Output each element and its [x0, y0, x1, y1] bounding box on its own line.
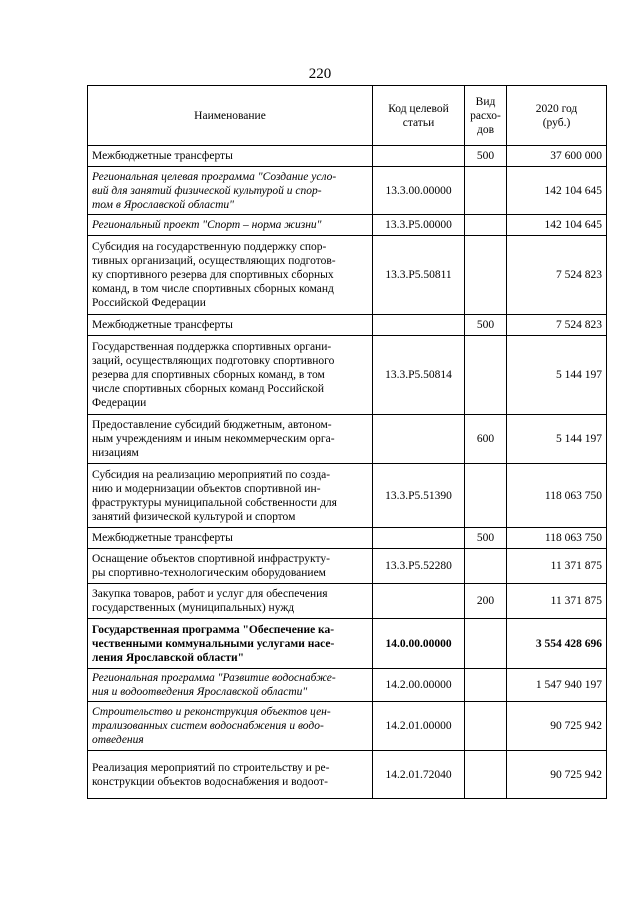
row-vr-cell — [465, 702, 507, 751]
row-code-cell: 13.3.P5.51390 — [373, 464, 465, 528]
row-vr-cell — [465, 236, 507, 315]
row-name-cell: Межбюджетные трансферты — [88, 146, 373, 167]
row-amount-cell: 5 144 197 — [507, 415, 607, 464]
table-row — [88, 215, 607, 236]
row-code-cell: 13.3.P5.52280 — [373, 549, 465, 584]
row-name-cell: Региональная программа "Развитие водоснабже- ния и водоотведения Ярославской области" — [88, 669, 373, 702]
row-code-cell: 14.2.01.00000 — [373, 702, 465, 751]
row-code-cell — [373, 528, 465, 549]
row-vr-cell — [465, 549, 507, 584]
table-row — [88, 236, 607, 315]
budget-table — [87, 85, 607, 799]
row-vr-cell — [465, 751, 507, 799]
header-code: Код целевой статьи — [373, 86, 465, 146]
row-amount-cell: 1 547 940 197 — [507, 669, 607, 702]
row-name-cell: Региональный проект "Спорт – норма жизни" — [88, 215, 373, 236]
table-header-row — [88, 86, 607, 146]
page-number: 220 — [308, 66, 332, 82]
row-amount-cell: 90 725 942 — [507, 702, 607, 751]
row-code-cell: 13.3.00.00000 — [373, 167, 465, 215]
row-code-cell — [373, 315, 465, 336]
row-vr-cell — [465, 464, 507, 528]
table-row — [88, 336, 607, 415]
row-vr-cell — [465, 669, 507, 702]
table-row — [88, 464, 607, 528]
header-name: Наименование — [88, 86, 373, 146]
row-name-cell: Оснащение объектов спортивной инфраструкту- ры спортивно-технологическим оборудованием — [88, 549, 373, 584]
row-amount-cell: 11 371 875 — [507, 584, 607, 619]
row-name-cell: Государственная поддержка спортивных органи- заций, осуществляющих подготовку спортивного резерва для спортивных сборных команд, в том числе спортивных сборных команд Российской Федерации — [88, 336, 373, 415]
row-name-cell: Субсидия на реализацию мероприятий по созда- нию и модернизации объектов спортивной ин- фраструктуры муниципальной собственности для занятий физической культурой и спортом — [88, 464, 373, 528]
row-vr-cell: 200 — [465, 584, 507, 619]
table-row — [88, 167, 607, 215]
row-amount-cell: 11 371 875 — [507, 549, 607, 584]
row-code-cell: 13.3.P5.00000 — [373, 215, 465, 236]
header-amount: 2020 год (руб.) — [507, 86, 607, 146]
row-amount-cell: 3 554 428 696 — [507, 619, 607, 669]
row-code-cell — [373, 146, 465, 167]
row-code-cell — [373, 584, 465, 619]
row-vr-cell: 500 — [465, 315, 507, 336]
table-row — [88, 549, 607, 584]
table-row — [88, 584, 607, 619]
row-name-cell: Строительство и реконструкция объектов цен- трализованных систем водоснабжения и водо- отведения — [88, 702, 373, 751]
row-name-cell: Региональная целевая программа "Создание усло- вий для занятий физической культурой и спор- том в Ярославской области" — [88, 167, 373, 215]
row-name-cell: Межбюджетные трансферты — [88, 528, 373, 549]
table-row — [88, 669, 607, 702]
row-code-cell: 14.2.00.00000 — [373, 669, 465, 702]
row-vr-cell — [465, 167, 507, 215]
row-vr-cell: 500 — [465, 528, 507, 549]
row-amount-cell: 5 144 197 — [507, 336, 607, 415]
header-vr: Вид расхо- дов — [465, 86, 507, 146]
row-amount-cell: 142 104 645 — [507, 215, 607, 236]
row-amount-cell: 90 725 942 — [507, 751, 607, 799]
table-row — [88, 315, 607, 336]
table-row — [88, 146, 607, 167]
row-vr-cell — [465, 336, 507, 415]
row-code-cell — [373, 415, 465, 464]
row-name-cell: Субсидия на государственную поддержку спор- тивных организаций, осуществляющих подготов- ку спортивного резерва для спортивных сборных команд, в том числе спортивных сборных команд Российской Федерации — [88, 236, 373, 315]
row-vr-cell: 500 — [465, 146, 507, 167]
row-amount-cell: 7 524 823 — [507, 315, 607, 336]
row-amount-cell: 118 063 750 — [507, 528, 607, 549]
row-code-cell: 14.2.01.72040 — [373, 751, 465, 799]
row-amount-cell: 118 063 750 — [507, 464, 607, 528]
row-amount-cell: 7 524 823 — [507, 236, 607, 315]
row-amount-cell: 142 104 645 — [507, 167, 607, 215]
row-code-cell: 13.3.P5.50814 — [373, 336, 465, 415]
table-row — [88, 415, 607, 464]
row-name-cell: Государственная программа "Обеспечение ка- чественными коммунальными услугами насе- ления Ярославской области" — [88, 619, 373, 669]
row-name-cell: Межбюджетные трансферты — [88, 315, 373, 336]
row-code-cell: 13.3.P5.50811 — [373, 236, 465, 315]
table-row — [88, 751, 607, 799]
table-row — [88, 702, 607, 751]
row-name-cell: Закупка товаров, работ и услуг для обеспечения государственных (муниципальных) нужд — [88, 584, 373, 619]
table-row — [88, 619, 607, 669]
row-name-cell: Реализация мероприятий по строительству и ре- конструкции объектов водоснабжения и водоот- — [88, 751, 373, 799]
row-vr-cell: 600 — [465, 415, 507, 464]
row-vr-cell — [465, 619, 507, 669]
row-amount-cell: 37 600 000 — [507, 146, 607, 167]
row-name-cell: Предоставление субсидий бюджетным, автоном- ным учреждениям и иным некоммерческим орга- низациям — [88, 415, 373, 464]
row-code-cell: 14.0.00.00000 — [373, 619, 465, 669]
row-vr-cell — [465, 215, 507, 236]
table-row — [88, 528, 607, 549]
